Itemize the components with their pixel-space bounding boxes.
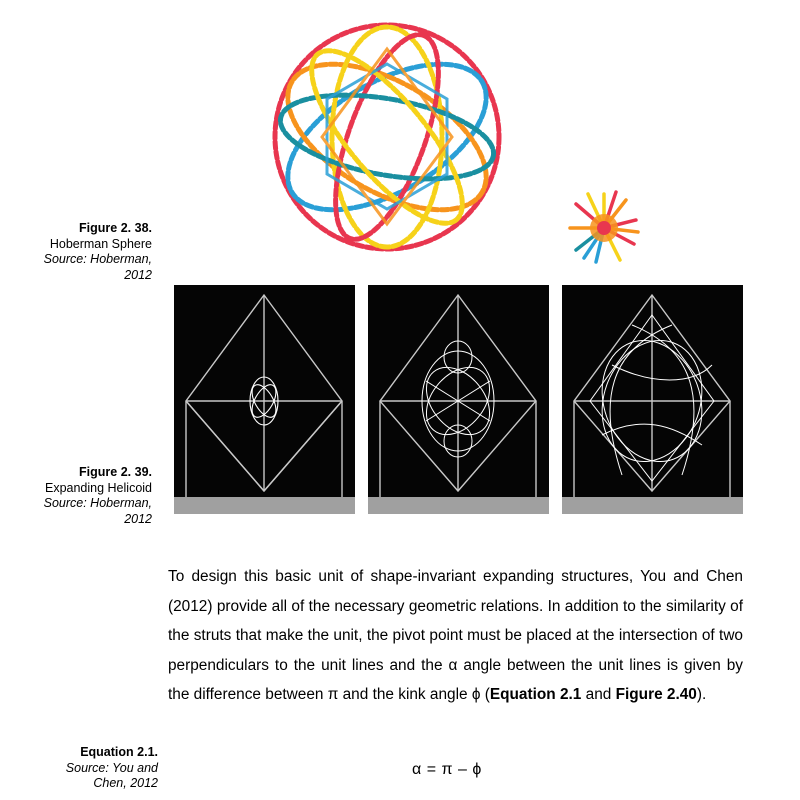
figure-38-title: Hoberman Sphere <box>49 236 152 251</box>
figure-39-title: Expanding Helicoid <box>44 480 152 495</box>
figure-39-source-year: 2012 <box>124 511 152 526</box>
equation-source-year: Chen, 2012 <box>93 776 158 790</box>
helicoid-photo-partial <box>368 285 549 514</box>
figure-39-number: Figure 2. 39. <box>79 465 152 479</box>
paragraph-text-3: ). <box>696 686 707 704</box>
helicoid-photo-collapsed <box>174 285 355 514</box>
sphere-ring-teal <box>274 81 500 193</box>
figure-38-number: Figure 2. 38. <box>79 221 152 235</box>
helicoid-photo-expanded <box>562 285 743 514</box>
figure-39-caption <box>20 465 152 527</box>
figure-reference: Figure 2.40 <box>615 686 697 704</box>
equation-number: Equation 2.1. <box>80 745 158 759</box>
figure-38-source-year: 2012 <box>124 267 152 282</box>
figure-38-caption <box>20 221 152 283</box>
sphere-ring-red <box>314 23 459 252</box>
equation-reference: Equation 2.1 <box>489 686 582 704</box>
hoberman-sphere-image <box>262 4 512 269</box>
equation-source: Source: You and <box>65 760 158 775</box>
equation-caption <box>20 745 158 792</box>
figure-38-source: Source: Hoberman, <box>43 252 152 266</box>
sphere-ring-yellow-2 <box>288 30 485 244</box>
paragraph-text-2: and <box>581 686 616 704</box>
paragraph-text-1: To design this basic unit of shape-invariant expanding structures, You and Chen (2012) provide all of the necessary geometric relations. In addition to the similarity of the struts that make the unit, the pivot point must be placed at the intersection of two perpendiculars to the unit lines and the α angle between the unit lines is given by the difference between π and the kink angle ϕ ( <box>168 568 743 704</box>
equation-formula: α = π – ϕ <box>412 761 482 778</box>
body-paragraph <box>168 562 743 710</box>
figure-39-source: Source: Hoberman, <box>43 496 152 510</box>
collapsed-sphere-image <box>566 188 642 268</box>
